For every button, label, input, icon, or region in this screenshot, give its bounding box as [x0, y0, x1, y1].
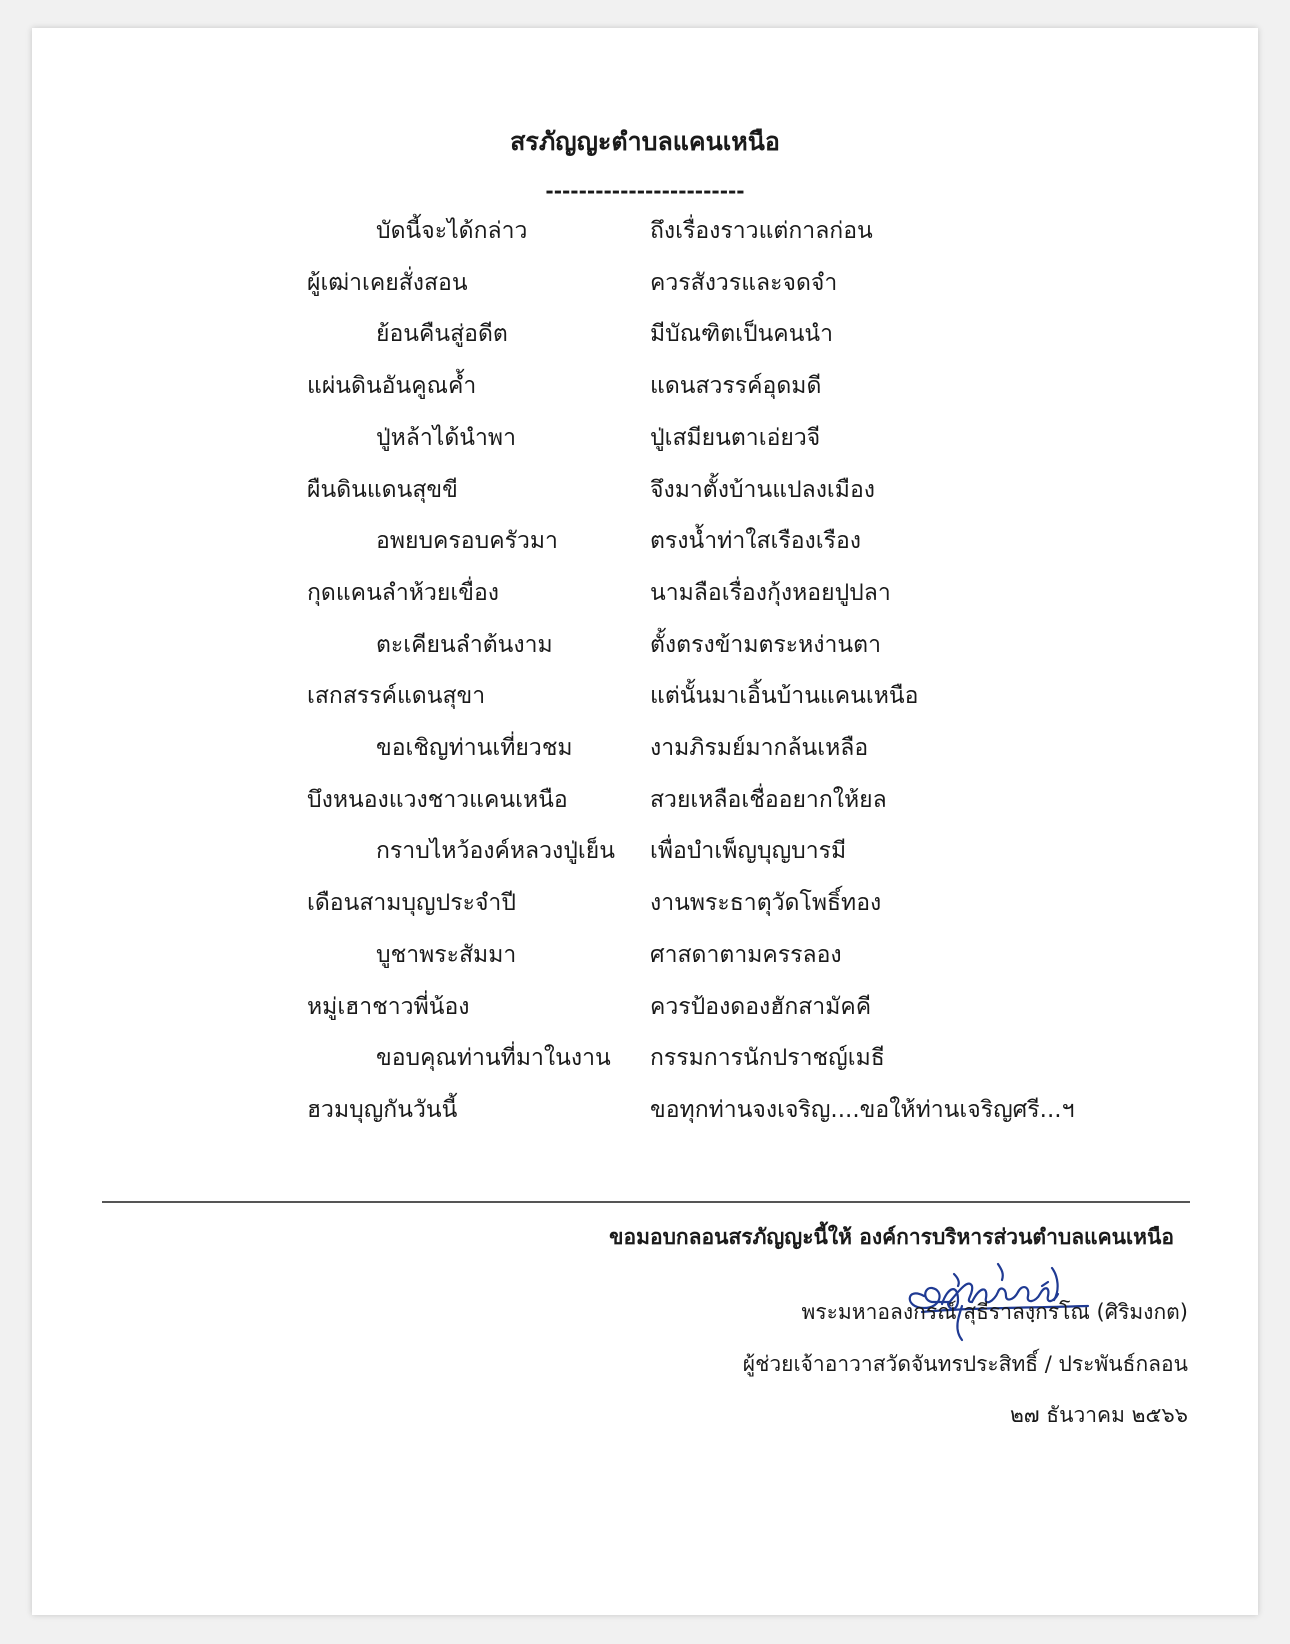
poem-line-left: บูชาพระสัมมา	[376, 942, 517, 968]
poem-line-left: ขอบคุณท่านที่มาในงาน	[376, 1045, 611, 1071]
poem-line-left: ย้อนคืนสู่อดีต	[376, 321, 508, 347]
poem-line-right: แดนสวรรค์อุดมดี	[650, 373, 822, 399]
document-page	[32, 28, 1258, 1615]
dedication-text: ขอมอบกลอนสรภัญญะนี้ให้ องค์การบริหารส่วนตำบลแคนเหนือ	[609, 1225, 1174, 1249]
poem-line-left: แผ่นดินอันคูณค้ำ	[307, 373, 477, 399]
poem-line-left: บึงหนองแวงชาวแคนเหนือ	[307, 787, 568, 813]
signer-role: ผู้ช่วยเจ้าอาวาสวัดจันทรประสิทธิ์ / ประพันธ์กลอน	[742, 1352, 1188, 1376]
poem-line-left: เดือนสามบุญประจำปี	[307, 890, 516, 916]
poem-line-right: ถึงเรื่องราวแต่กาลก่อน	[650, 218, 873, 244]
poem-line-right: ควรสังวรและจดจำ	[650, 270, 838, 296]
poem-body	[32, 28, 1258, 1228]
poem-line-right: งามภิรมย์มากล้นเหลือ	[650, 735, 869, 761]
poem-line-right: ตรงน้ำท่าใสเรืองเรือง	[650, 528, 862, 554]
poem-line-right: นามลือเรื่องกุ้งหอยปูปลา	[650, 580, 891, 606]
poem-line-right: ตั้งตรงข้ามตระหง่านตา	[650, 632, 882, 658]
poem-line-left: ผืนดินแดนสุขขี	[307, 477, 458, 503]
poem-line-right: มีบัณฑิตเป็นคนนำ	[650, 321, 834, 347]
poem-line-right: สวยเหลือเชื่ออยากให้ยล	[650, 787, 887, 813]
poem-line-right: เพื่อบำเพ็ญบุญบารมี	[650, 838, 847, 864]
poem-line-right: ควรป้องดองฮักสามัคคี	[650, 994, 872, 1020]
poem-line-left: ปู่หล้าได้นำพา	[376, 425, 516, 451]
poem-line-left: บัดนี้จะได้กล่าว	[376, 218, 528, 244]
poem-line-right: งานพระธาตุวัดโพธิ์ทอง	[650, 890, 882, 916]
poem-line-left: กราบไหว้องค์หลวงปู่เย็น	[376, 838, 615, 864]
poem-line-left: อพยบครอบครัวมา	[376, 528, 558, 554]
poem-line-left: ขอเชิญท่านเที่ยวชม	[376, 735, 573, 761]
poem-line-left: เสกสรรค์แดนสุขา	[307, 683, 486, 709]
signer-name: พระมหาอลงกรณ์ สุธีราลงฺกรโณ (ศิริมงกต)	[801, 1300, 1188, 1324]
title-underline: ------------------------	[545, 179, 745, 203]
poem-line-left: กุดแคนลำห้วยเขื่อง	[307, 580, 499, 606]
poem-line-right: แต่นั้นมาเอิ้นบ้านแคนเหนือ	[650, 683, 919, 709]
document-date: ๒๗ ธันวาคม ๒๕๖๖	[1009, 1403, 1188, 1427]
document-title: สรภัญญะตำบลแคนเหนือ	[510, 127, 780, 156]
poem-line-left: ตะเคียนลำต้นงาม	[376, 632, 553, 658]
poem-line-right: กรรมการนักปราชญ์เมธี	[650, 1045, 885, 1071]
poem-line-right: ขอทุกท่านจงเจริญ....ขอให้ท่านเจริญศรี...ฯ	[650, 1097, 1075, 1123]
poem-line-left: หมู่เฮาชาวพี่น้อง	[307, 994, 470, 1020]
poem-line-left: ฮวมบุญกันวันนี้	[307, 1097, 458, 1123]
poem-line-right: ศาสดาตามครรลอง	[650, 942, 842, 968]
divider-line	[102, 1201, 1190, 1203]
poem-line-right: ปู่เสมียนตาเอ่ยวจี	[650, 425, 821, 451]
poem-line-left: ผู้เฒ่าเคยสั่งสอน	[307, 270, 468, 296]
poem-line-right: จึงมาตั้งบ้านแปลงเมือง	[650, 477, 876, 503]
